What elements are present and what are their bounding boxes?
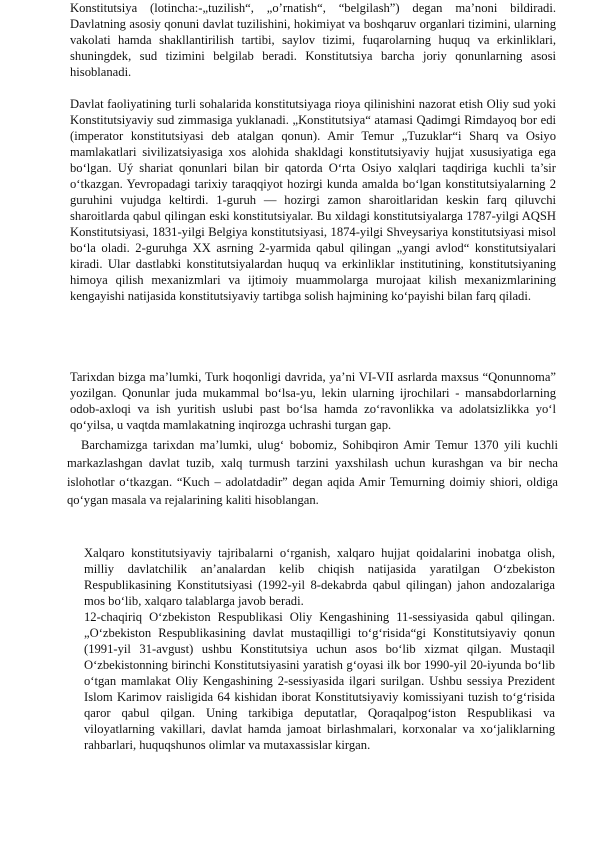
paragraph-constitutional-history: Davlat faoliyatining turli sohalarida konstitutsiyaga rioya qilinishini nazorat etish Oliy sud yoki Konstitutsiyaviy sud zimmasiga yuklanadi. „Konstitutsiya“ atamasi Qadimgi Rimdayoq bor edi (imperator konstitutsiyasi deb atalgan qonun). Amir Temur „Tuzuklar“i Sharq va Osiyo mamlakatlari sivilizatsiyasiga xos alohida shakldagi konstitutsiyaviy hujjat xususiyatiga ega bo‘lgan. Uý shariat qonunlari bilan bir qatorda O‘rta Osiyo xalqlari taqdiriga kuchli ta’sir o‘tkazgan. Yevropadagi tarixiy taraqqiyot hozirgi kunda amalda bo‘lgan konstitutsiyalarning 2 guruhini vujudga keltirdi. 1-guruh — hozirgi zamon sharoitlaridan keskin farq qiluvchi sharoitlarda qabul qilingan eski konstitutsiyalar. Bu xildagi konstitutsiyalarga 1787-yilgi AQSH Konstitutsiyasi, 1831-yilgi Belgiya konstitutsiyasi, 1874-yilgi Shveysariya konstitutsiyasi misol bo‘la oladi. 2-guruhga XX asrning 2-yarmida qabul qilingan „yangi avlod“ konstitutsiyalari kiradi. Ular dastlabki konstitutsiyalardan huquq va erkinliklar institutining, konstitutsiyaning himoya qilish mexanizmlari va ijtimoiy muammolarga murojaat kilish mexanizmlarining kengayishi natijasida konstitutsiyaviy tartibga solish hajmining ko‘payishi bilan farq qiladi. [70,97,556,303]
paragraph-turk-khaganate: Tarixdan bizga ma’lumki, Turk hoqonligi davrida, ya’ni VI-VII asrlarda maxsus “Qonunnoma” yozilgan. Qonunlar juda mukammal bo‘lsa-yu, lekin ularning ijrochilari - mansabdorlarning odob-axloqi va ish yuritish uslubi past bo‘lsa hamda zo‘ravonlikka va adolatsizlikka yo‘l qo‘yilsa, u vaqtda mamlakatning inqirozga uchrashi turgan gap. [70,370,556,432]
paragraph-konstitutsiya-definition: Konstitutsiya (lotincha:-„tuzilish“, „o’rnatish“, “belgilash”) degan ma’noni bildiradi. Davlatning asosiy qonuni davlat tuzilishini, hokimiyat va boshqaruv organlari tizimini, ularning vakolati hamda shakllantirilish tartibi, saylov tizimi, fuqarolarning huquq va erkinliklari, shuningdek, sud tizimini belgilab beradi. Konstitutsiya barcha joriy qonunlarning asosi hisoblanadi. [70,1,556,79]
paragraph-amir-temur: Barchamizga tarixdan ma’lumki, ulug‘ bobomiz, Sohibqiron Amir Temur 1370 yili kuchli markazlashgan davlat tuzib, xalq turmush tarzini yaxshilash uchun kurashgan va bir necha islohotlar o‘tkazgan. “Kuch – adolatdadir” degan aqida Amir Temurning doimiy shiori, oldiga qo‘ygan masala va rejalarining kaliti hisoblangan. [67,438,558,507]
paragraph-uzbekistan-constitution: Xalqaro konstitutsiyaviy tajribalarni o‘rganish, xalqaro hujjat qoidalarini inobatga olish, milliy davlatchilik an’analardan kelib chiqish natijasida yaratilgan O‘zbekiston Respublikasining Konstitutsiyasi (1992-yil 8-dekabrda qabul qilingan) jahon andozalariga mos bo‘lib, xalqaro talablarga javob beradi. 12-chaqiriq O‘zbekiston Respublikasi Oliy Kengashining 11-sessiyasida qabul qilingan. „O‘zbekiston Respublikasining davlat mustaqilligi to‘g‘risida“gi Konstitutsiyaviy qonun (1991-yil 31-avgust) ushbu Konstitutsiya uchun asos bo‘lib xizmat qilgan. Mustaqil O‘zbekistonning birinchi Konstitutsiyasini yaratish g‘oyasi ilk bor 1990-yil 20-iyunda bo‘lib o‘tgan mamlakat Oliy Kengashining 2-sessiyasida ilgari surilgan. Ushbu sessiya Prezident Islom Karimov raisligida 64 kishidan iborat Konstitutsiyaviy komissiyani tuzish to‘g‘risida qaror qabul qilgan. Uning tarkibiga deputatlar, Qoraqalpog‘iston Respublikasi va viloyatlarning vakillari, davlat hamda jamoat birlashmalari, korxonalar va xo‘jaliklarning rahbarlari, huquqshunos olimlar va mutaxassislar kirgan. [84,546,555,752]
